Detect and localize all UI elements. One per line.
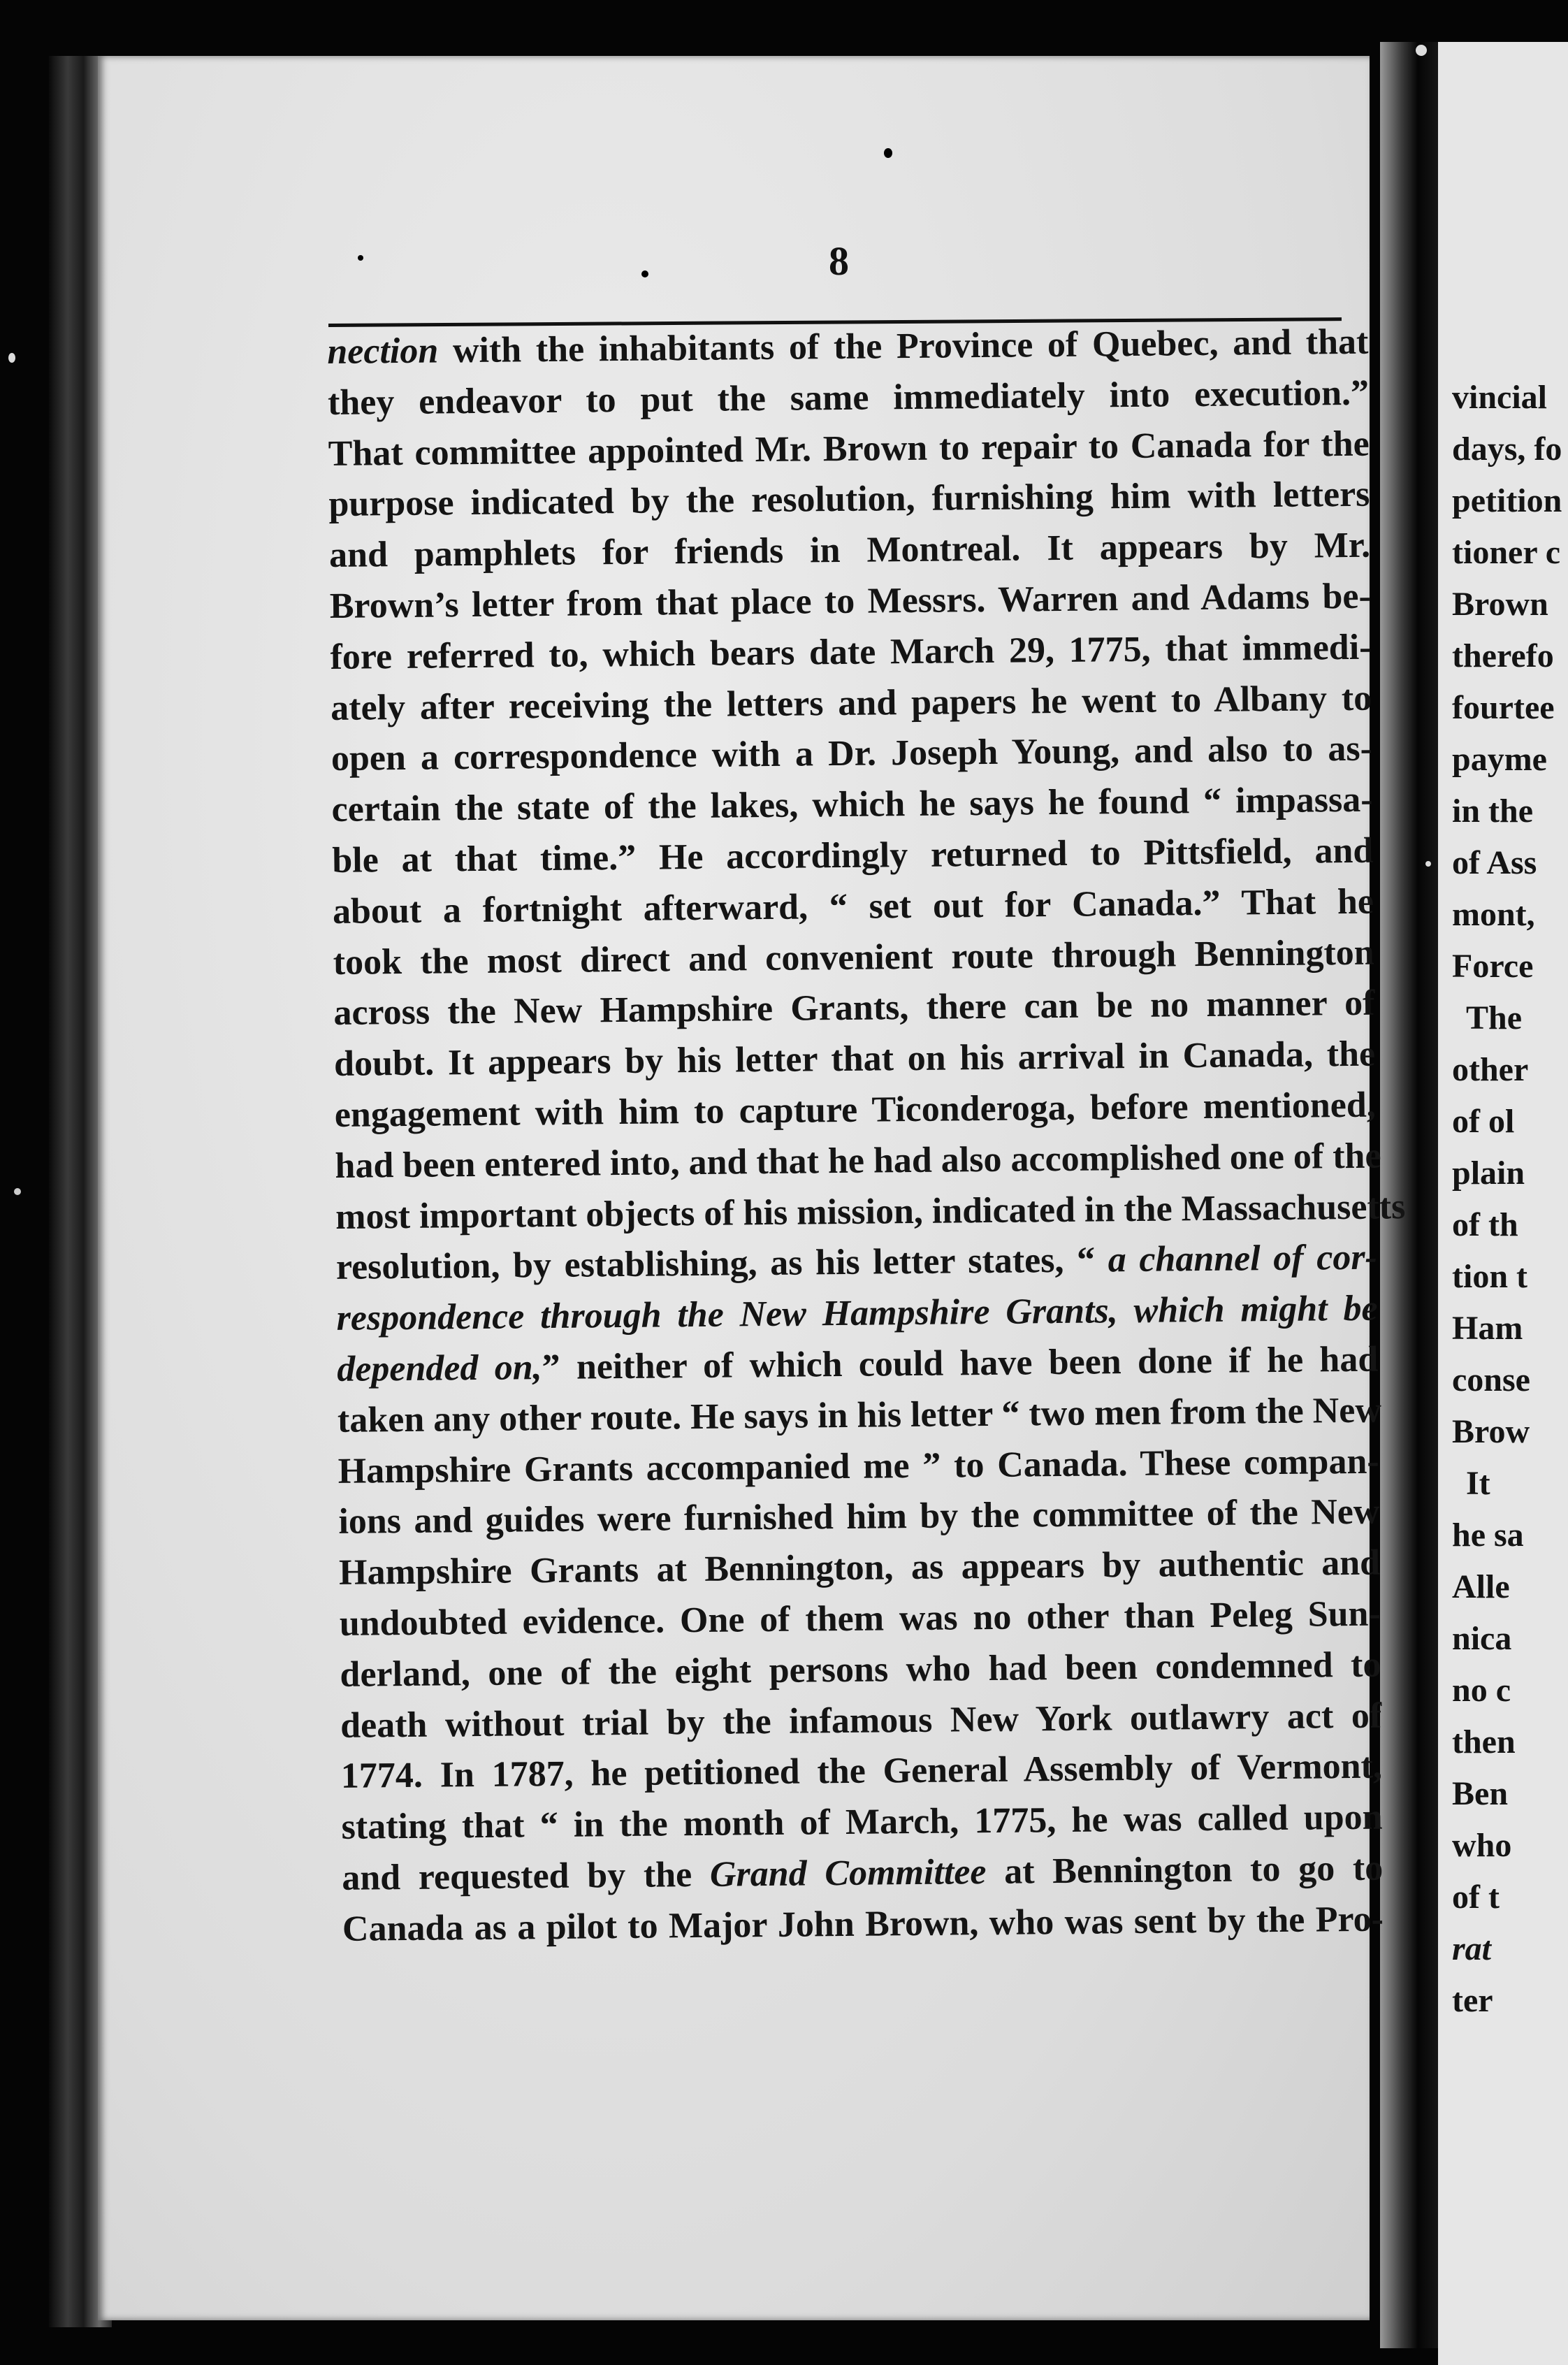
text-line — [342, 1894, 1384, 1955]
text-line — [340, 1640, 1381, 1700]
text-line — [334, 1080, 1376, 1141]
ink-speck — [641, 270, 648, 277]
text-run: with the inhabitants of the Province of Quebec, and that — [437, 321, 1369, 371]
text-run: about a fortnight afterward, “ set out for Canada.” That he — [332, 881, 1374, 932]
text-run: ately after receiving the letters and papers he went to Albany to — [330, 678, 1372, 728]
facing-text-line — [1452, 1768, 1562, 1820]
facing-text-line — [1452, 889, 1562, 941]
text-run: Hampshire Grants at Bennington, as appears by authentic and — [338, 1542, 1381, 1593]
text-run: fore referred to, which bears date March 29, 1775, that immedi- — [330, 627, 1372, 677]
facing-text-run: tion t — [1452, 1258, 1527, 1295]
facing-text-run: other — [1452, 1051, 1529, 1088]
text-line — [329, 572, 1371, 632]
text-run: and requested by the — [342, 1854, 711, 1898]
text-line — [328, 368, 1370, 428]
facing-page-text — [1452, 372, 1562, 2027]
text-run: 1774. In 1787, he petitioned the General Assembly of Vermont, — [340, 1746, 1383, 1797]
facing-text-run: in the — [1452, 793, 1534, 830]
facing-text-run: nica — [1452, 1620, 1512, 1657]
text-run: open a correspondence with a Dr. Joseph Young, and also to as- — [331, 729, 1373, 779]
facing-text-line — [1452, 1251, 1562, 1303]
facing-text-run: rat — [1452, 1930, 1492, 1967]
facing-text-line — [1452, 941, 1562, 992]
text-run: across the New Hampshire Grants, there can be no manner of — [333, 983, 1375, 1034]
facing-text-run: ter — [1452, 1982, 1493, 2019]
text-run: had been entered into, and that he had also accomplished one of the — [335, 1136, 1381, 1186]
italic-text: a channel of cor- — [1108, 1237, 1378, 1280]
facing-text-line — [1452, 1406, 1562, 1458]
text-run: certain the state of the lakes, which he says he found “ impassa- — [331, 779, 1373, 830]
body-text — [327, 317, 1406, 1955]
facing-text-run: who — [1452, 1827, 1512, 1864]
facing-text-run: tioner c — [1452, 534, 1561, 571]
text-line — [332, 826, 1374, 887]
ink-speck — [358, 255, 363, 261]
text-run: Canada as a pilot to Major John Brown, who was sent by the Pro- — [342, 1899, 1384, 1949]
text-line — [333, 876, 1374, 937]
facing-text-run: of Ass — [1452, 844, 1537, 881]
text-run: death without trial by the infamous New York outlawry act of — [340, 1695, 1382, 1746]
facing-text-line — [1452, 1148, 1562, 1199]
italic-text: Grand Committee — [709, 1851, 987, 1895]
text-run: purpose indicated by the resolution, furnishing him with letters — [328, 475, 1370, 525]
facing-text-run: no c — [1452, 1672, 1511, 1709]
facing-text-run: vincial — [1452, 379, 1548, 416]
facing-text-run: mont, — [1452, 896, 1535, 933]
facing-text-line — [1452, 1665, 1562, 1716]
text-line — [327, 317, 1369, 378]
facing-text-line — [1452, 1923, 1562, 1975]
facing-text-line — [1452, 527, 1562, 579]
facing-page — [1438, 42, 1568, 2365]
facing-text-line — [1452, 1510, 1562, 1561]
text-run: Brown’s letter from that place to Messrs. Warren and Adams be- — [329, 576, 1372, 626]
text-run: engagement with him to capture Ticonderoga, before mentioned, — [334, 1085, 1377, 1135]
facing-text-run: payme — [1452, 741, 1547, 778]
facing-text-line — [1452, 1872, 1562, 1923]
text-line — [337, 1385, 1382, 1446]
facing-text-run: Ben — [1452, 1775, 1509, 1812]
facing-text-line — [1452, 992, 1562, 1044]
italic-text: nection — [327, 331, 439, 372]
ink-speck — [8, 353, 15, 363]
facing-text-run: It — [1466, 1465, 1490, 1502]
facing-text-line — [1452, 1716, 1562, 1768]
facing-text-line — [1452, 1613, 1562, 1665]
facing-text-line — [1452, 1975, 1562, 2027]
text-run: Hampshire Grants accompanied me ” to Canada. These compan- — [337, 1441, 1379, 1491]
text-run: at Bennington to go to — [986, 1848, 1384, 1892]
facing-text-line — [1452, 1561, 1562, 1613]
facing-text-line — [1452, 475, 1562, 527]
facing-text-run: then — [1452, 1723, 1516, 1760]
facing-text-line — [1452, 1199, 1562, 1251]
ink-speck — [14, 1188, 21, 1195]
text-run: ” neither of which could have been done if he had — [542, 1339, 1379, 1388]
facing-text-line — [1452, 1458, 1562, 1510]
facing-text-line — [1452, 682, 1562, 734]
facing-text-run: therefo — [1452, 637, 1554, 674]
ink-speck — [1416, 45, 1427, 56]
facing-text-run: of th — [1452, 1206, 1518, 1243]
facing-text-run: days, fo — [1452, 431, 1562, 468]
facing-text-line — [1452, 424, 1562, 475]
text-run: stating that “ in the month of March, 1775, he was called upon — [341, 1797, 1383, 1848]
text-run: derland, one of the eight persons who had been condemned to — [340, 1644, 1381, 1695]
text-line — [335, 1131, 1381, 1192]
text-run: took the most direct and convenient route through Bennington — [333, 932, 1374, 983]
text-line — [330, 622, 1372, 683]
facing-text-run: Force — [1452, 948, 1534, 985]
facing-text-line — [1452, 630, 1562, 682]
facing-text-line — [1452, 372, 1562, 424]
text-run: most important objects of his mission, indicated in the Massachusetts — [335, 1186, 1406, 1237]
facing-text-run: of ol — [1452, 1103, 1515, 1140]
facing-text-run: fourtee — [1452, 689, 1555, 726]
italic-text: respondence through the New Hampshire Grants, which might be — [336, 1288, 1378, 1339]
facing-text-run: Brown — [1452, 586, 1548, 623]
facing-text-run: Brow — [1452, 1413, 1530, 1450]
facing-text-line — [1452, 1820, 1562, 1872]
facing-text-line — [1452, 1096, 1562, 1148]
text-run: That committee appointed Mr. Brown to repair to Canada for the — [328, 424, 1370, 474]
facing-text-line — [1452, 1303, 1562, 1354]
text-run: undoubted evidence. One of them was no other than Peleg Sun- — [339, 1593, 1381, 1644]
facing-text-run: Ham — [1452, 1310, 1523, 1347]
facing-text-line — [1452, 579, 1562, 630]
facing-text-line — [1452, 1354, 1562, 1406]
text-run: doubt. It appears by his letter that on his arrival in Canada, the — [333, 1034, 1376, 1085]
text-run: and pamphlets for friends in Montreal. It appears by Mr. — [328, 525, 1371, 576]
facing-text-run: plain — [1452, 1155, 1525, 1192]
facing-text-line — [1452, 734, 1562, 786]
facing-text-run: The — [1466, 999, 1523, 1036]
facing-text-line — [1452, 837, 1562, 889]
page-number: 8 — [829, 238, 849, 284]
ink-speck — [884, 148, 892, 158]
facing-text-line — [1452, 786, 1562, 837]
facing-text-run: conse — [1452, 1361, 1530, 1398]
text-line — [337, 1335, 1379, 1396]
facing-text-run: of t — [1452, 1879, 1500, 1916]
text-run: ble at that time.” He accordingly returned to Pittsfield, and — [332, 830, 1374, 881]
facing-text-run: he sa — [1452, 1517, 1524, 1554]
text-line — [342, 1844, 1384, 1904]
text-line — [339, 1589, 1381, 1650]
text-run: taken any other route. He says in his letter “ two men from the New — [337, 1390, 1382, 1440]
ink-speck — [1425, 861, 1431, 867]
facing-text-run: petition — [1452, 482, 1562, 519]
text-run: ions and guides were furnished him by the committee of the New — [338, 1491, 1380, 1542]
facing-text-line — [1452, 1044, 1562, 1096]
text-run: resolution, by establishing, as his letter states, “ — [335, 1240, 1108, 1288]
facing-text-run: Alle — [1452, 1568, 1510, 1605]
italic-text: depended on, — [337, 1347, 542, 1389]
text-run: they endeavor to put the same immediately into execution.” — [327, 373, 1370, 423]
